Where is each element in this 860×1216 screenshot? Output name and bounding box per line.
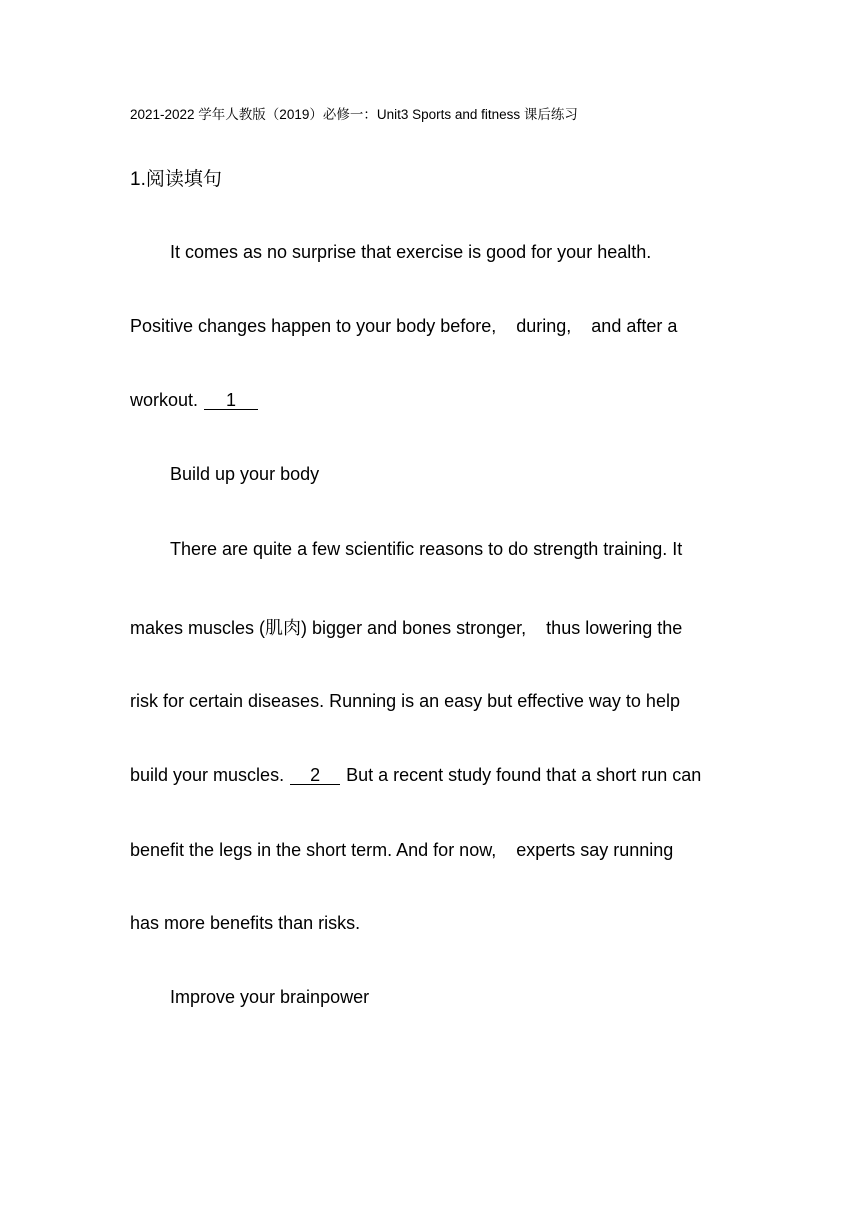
section-heading: 1.阅读填句: [130, 169, 222, 190]
subheading-brainpower: Improve your brainpower: [170, 987, 370, 1007]
passage-line-1: It comes as no surprise that exercise is good for your health.: [170, 242, 652, 262]
passage-line-5: There are quite a few scientific reasons to do strength training. It: [170, 539, 683, 559]
blank-2: 2: [290, 766, 340, 785]
document-header: 2021-2022 学年人教版（2019）必修一：Unit3 Sports and fitness 课后练习: [130, 107, 578, 122]
passage-line-8-pre: build your muscles.: [130, 765, 285, 785]
passage-line-9: benefit the legs in the short term. And for now, experts say running: [130, 840, 674, 860]
blank-1: 1: [204, 391, 258, 410]
passage-line-8: [130, 765, 701, 786]
passage-line-6: makes muscles (肌肉) bigger and bones stronger, thus lowering the: [130, 618, 683, 638]
passage-line-7: risk for certain diseases. Running is an easy but effective way to help: [130, 691, 680, 711]
passage-line-2: Positive changes happen to your body before, during, and after a: [130, 316, 678, 336]
passage-line-3: [130, 390, 258, 411]
passage-line-10: has more benefits than risks.: [130, 913, 361, 933]
subheading-build-up: Build up your body: [170, 464, 320, 484]
passage-line-8-post: But a recent study found that a short run can: [346, 765, 702, 785]
passage-line-3-text: workout.: [130, 390, 199, 410]
